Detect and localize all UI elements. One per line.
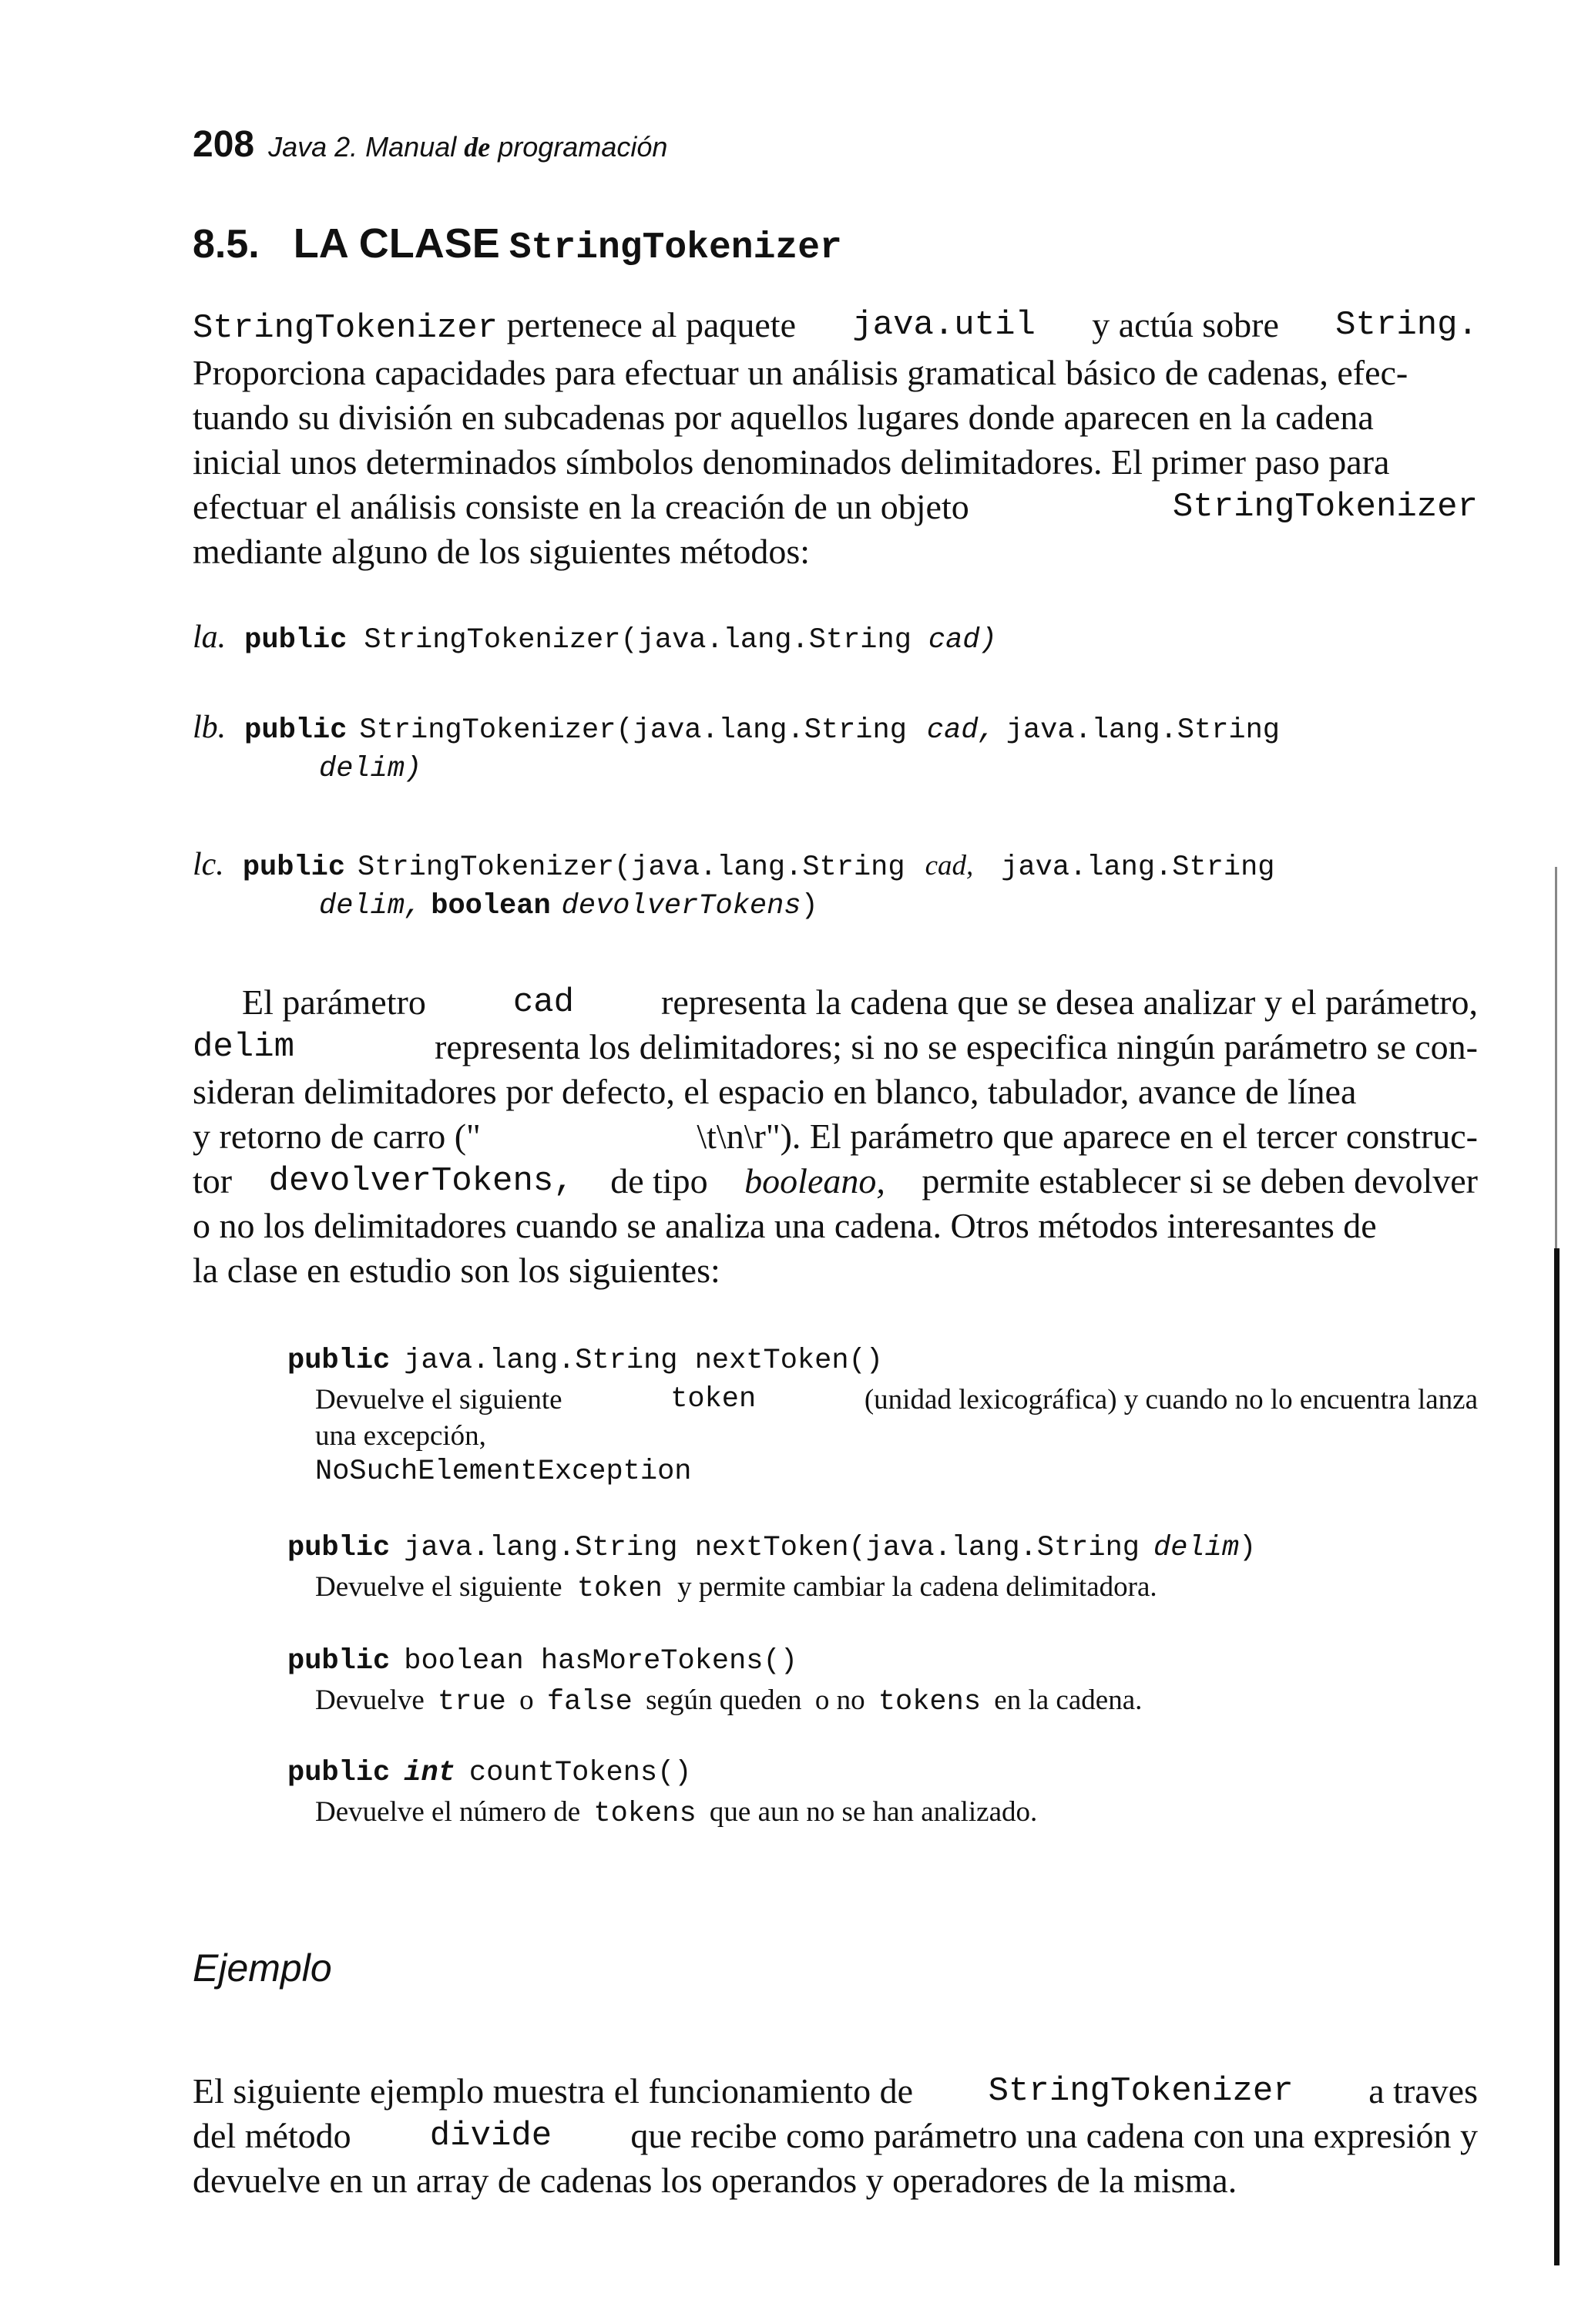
params-line-2: delim representa los delimitadores; si no se especifica ningún parámetro se con- [193, 1027, 1478, 1066]
intro-line-3: tuando su división en subcadenas por aquellos lugares donde aparecen en la cadena [193, 398, 1374, 437]
params-line-5: tor devolverTokens, de tipo booleano, permite establecer si se deben devolver [193, 1161, 1478, 1201]
intro-line-1: StringTokenizer pertenece al paquete java.util y actúa sobre String. [193, 305, 1478, 348]
book-title: Java 2. Manual de programación [268, 131, 668, 163]
method-next-token-delim: public java.lang.String nextToken(java.lang.String delim) Devuelve el siguiente token y permite cambiar la cadena delimitadora. [287, 1532, 1257, 1605]
section-number: 8.5. [193, 222, 260, 267]
constructor-lb: lb. public StringTokenizer(java.lang.String cad, java.lang.String delim) [193, 710, 1281, 785]
method-count-tokens: public int countTokens() Devuelve el número de tokens que aun no se han analizado. [287, 1757, 1038, 1830]
scan-edge-line [1555, 867, 1557, 1252]
example-line-2: del método divide que recibe como parámetro una cadena con una expresión y [193, 2116, 1478, 2155]
example-line-3: devuelve en un array de cadenas los operandos y operadores de la misma. [193, 2161, 1237, 2200]
intro-paragraph [193, 303, 1478, 574]
method-has-more-tokens: public boolean hasMoreTokens() Devuelve true o false según queden o no tokens en la cadena. [287, 1645, 1143, 1718]
params-line-6: o no los delimitadores cuando se analiza una cadena. Otros métodos interesantes de [193, 1206, 1377, 1245]
running-header [193, 123, 667, 166]
params-line-7: la clase en estudio son los siguientes: [193, 1251, 720, 1290]
section-title: LA CLASE [293, 220, 500, 267]
intro-line-5: efectuar el análisis consiste en la creación de un objeto StringTokenizer [193, 487, 1478, 526]
intro-line-4: inicial unos determinados símbolos denominados delimitadores. El primer paso para [193, 442, 1390, 482]
section-title-code: StringTokenizer [509, 227, 842, 269]
params-line-3: sideran delimitadores por defecto, el espacio en blanco, tabulador, avance de línea [193, 1072, 1357, 1111]
params-line-1: El parámetro cad representa la cadena que se desea analizar y el parámetro, [242, 982, 1478, 1022]
constructor-lc: lc. public StringTokenizer(java.lang.String cad, java.lang.String delim, boolean devolverTokens) [193, 847, 1275, 922]
example-heading: Ejemplo [193, 1946, 332, 1990]
section-heading [193, 220, 842, 269]
intro-line-2: Proporciona capacidades para efectuar un análisis gramatical básico de cadenas, efec- [193, 353, 1408, 392]
example-paragraph [193, 2069, 1478, 2203]
params-paragraph [193, 980, 1478, 1293]
constructor-la: la. public StringTokenizer(java.lang.String cad) [193, 620, 997, 657]
page-number: 208 [193, 124, 255, 165]
scan-edge-bar [1554, 1248, 1560, 2265]
example-line-1: El siguiente ejemplo muestra el funcionamiento de StringTokenizer a traves [193, 2071, 1478, 2111]
intro-line-6: mediante alguno de los siguientes métodos: [193, 532, 811, 571]
params-line-4: y retorno de carro (" \t\n\r"). El parámetro que aparece en el tercer construc- [193, 1117, 1478, 1156]
method-next-token: public java.lang.String nextToken() Devuelve el siguiente token (unidad lexicográfica) y cuando no lo encuentra lanza una excepción, NoSuchElementException [287, 1345, 1478, 1488]
